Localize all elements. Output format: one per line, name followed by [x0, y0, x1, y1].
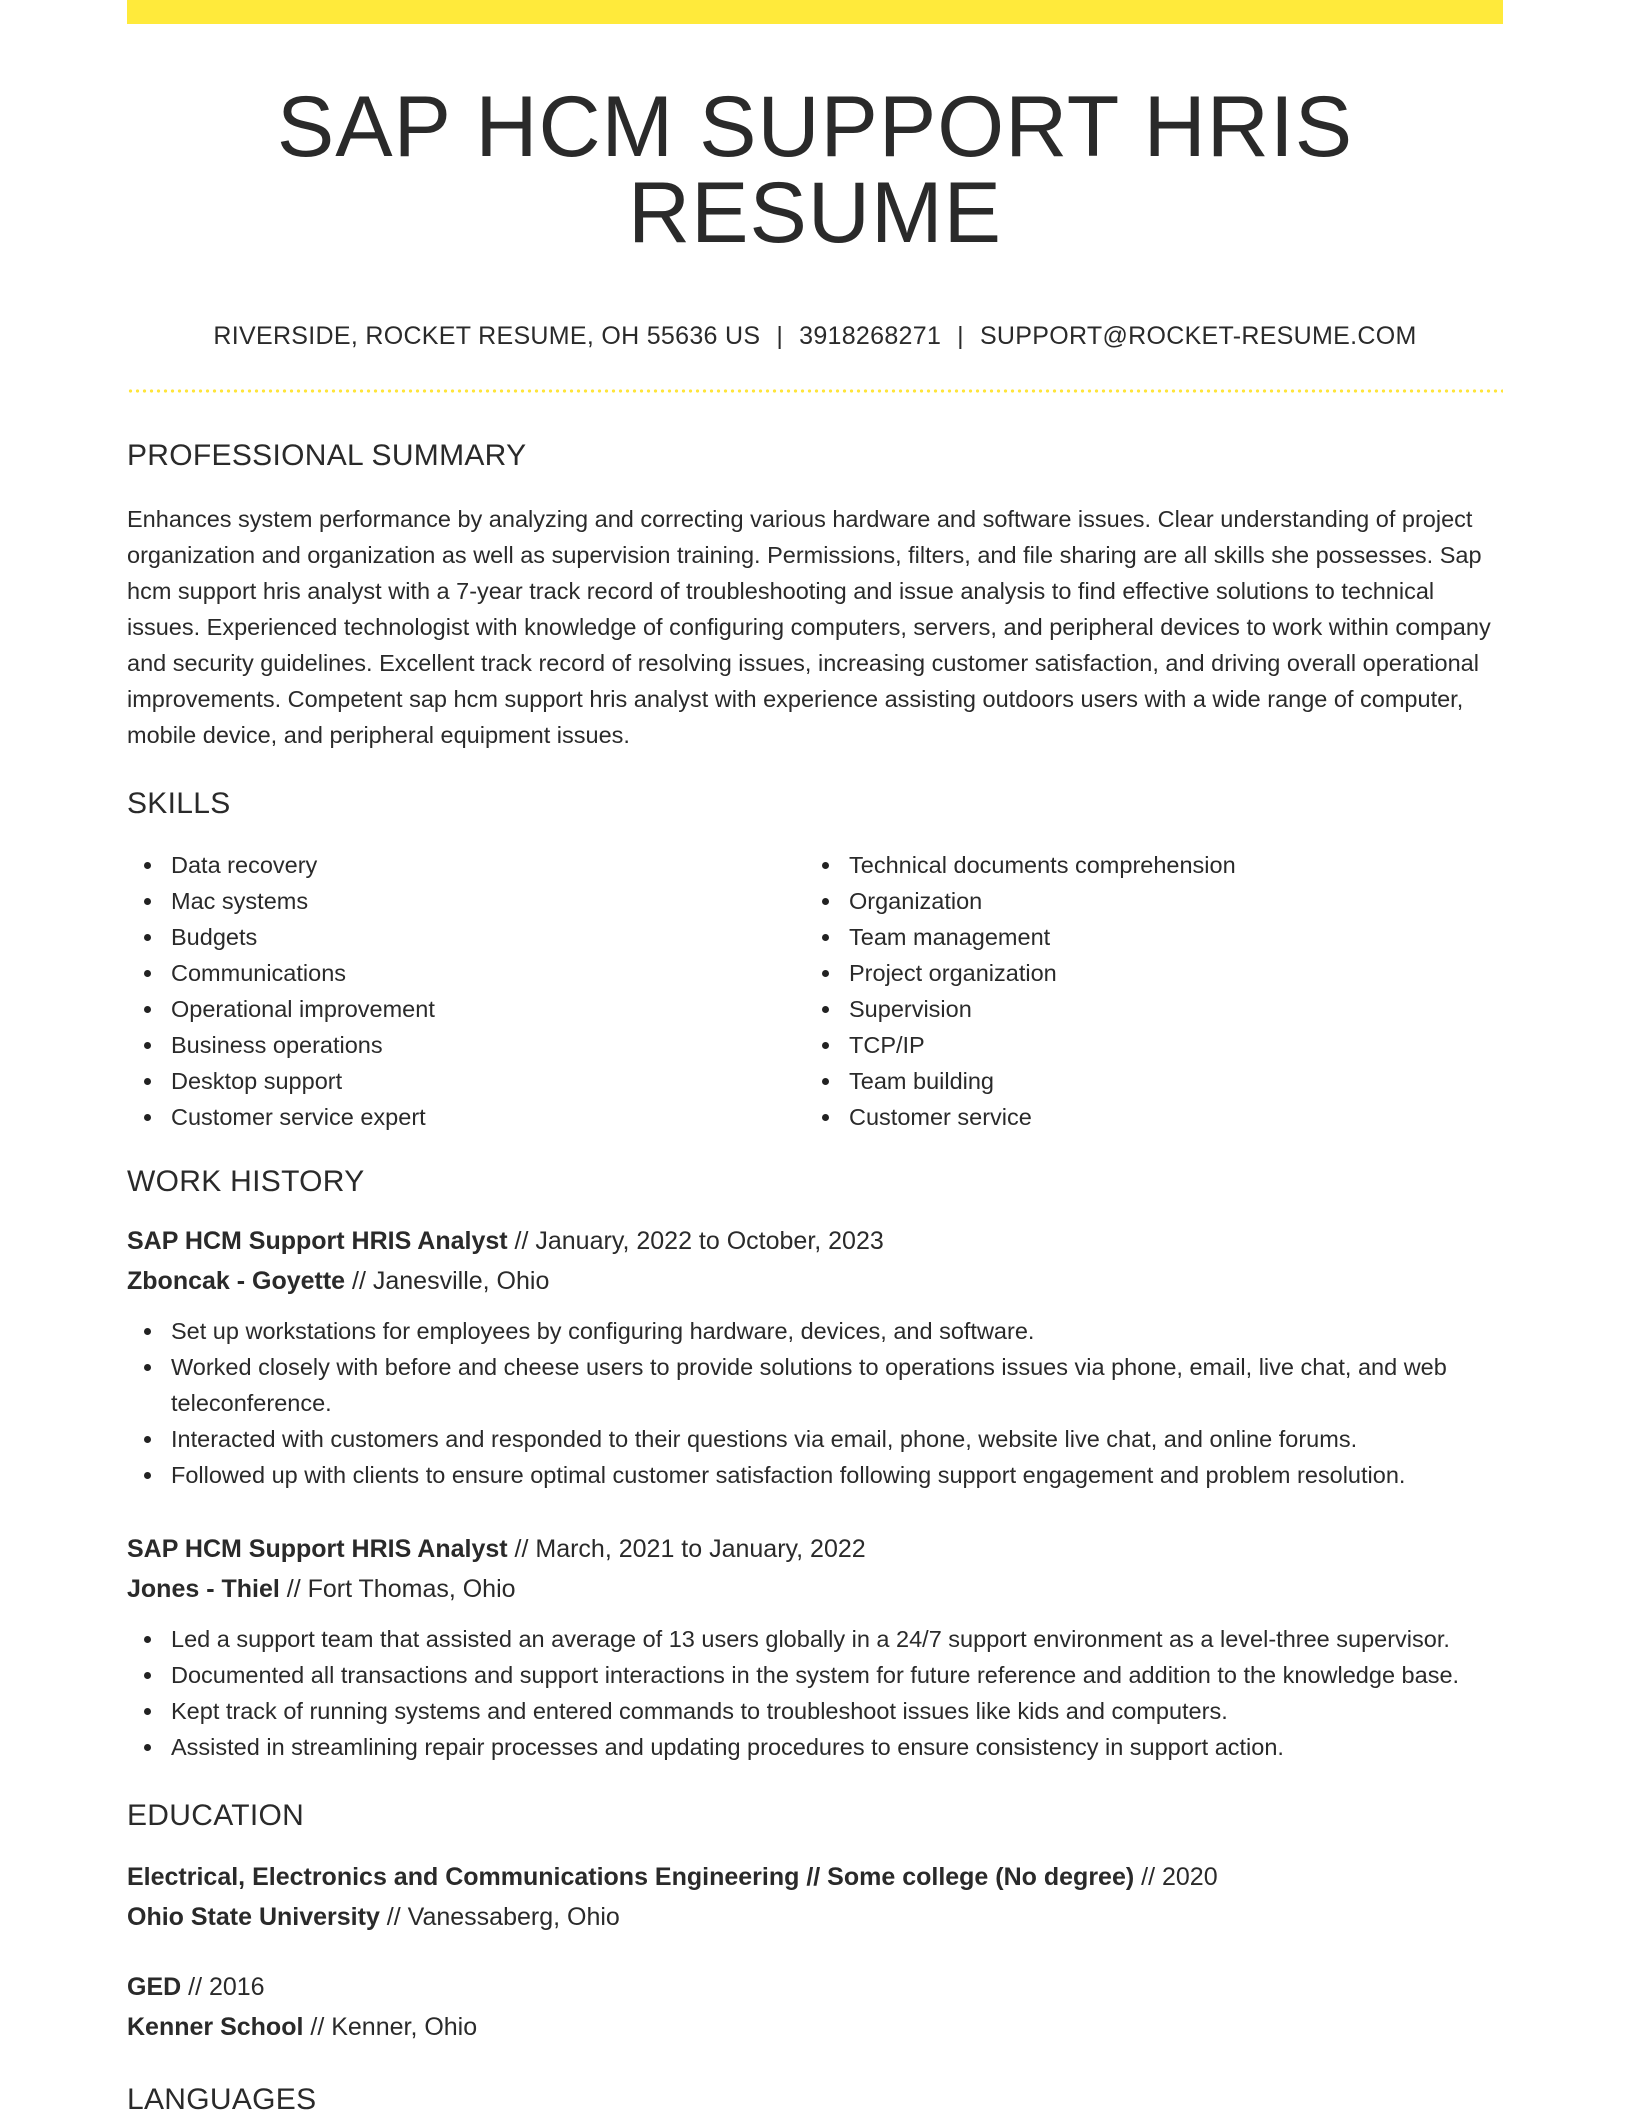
dotted-divider	[127, 389, 1503, 393]
work-history-heading: WORK HISTORY	[127, 1165, 365, 1198]
education-school-line	[127, 2007, 1503, 2047]
job-bullets	[127, 1313, 1503, 1493]
education-location: // Vanessaberg, Ohio	[379, 1903, 620, 1931]
skill-item: Desktop support	[127, 1063, 805, 1099]
education-entry	[127, 1857, 1503, 1937]
education-year: // 2020	[1134, 1863, 1218, 1891]
job-location: // Janesville, Ohio	[345, 1267, 550, 1295]
skill-item: Budgets	[127, 919, 805, 955]
resume-page	[127, 0, 1503, 2117]
skill-item: Customer service	[805, 1099, 1483, 1135]
accent-top-bar	[127, 0, 1503, 24]
education-school-line	[127, 1897, 1503, 1937]
job-bullet: Followed up with clients to ensure optimal customer satisfaction following support engagement and problem resolution.	[127, 1457, 1503, 1493]
contact-line	[127, 322, 1503, 351]
skill-item: Data recovery	[127, 847, 805, 883]
job-dates: // January, 2022 to October, 2023	[507, 1227, 884, 1255]
job-bullet: Worked closely with before and cheese users to provide solutions to operations issues via phone, email, live chat, and web teleconference.	[127, 1349, 1503, 1421]
job-company: Jones - Thiel	[127, 1575, 280, 1603]
education-year: // 2016	[181, 1973, 265, 2001]
job-bullet: Set up workstations for employees by configuring hardware, devices, and software.	[127, 1313, 1503, 1349]
job-company-line	[127, 1569, 1503, 1609]
summary-text: Enhances system performance by analyzing and correcting various hardware and software issues. Clear understanding of project organization and organization as well as supervision training. Permissions, filters, and file sharing are all skills she possesses. Sap hcm support hris analyst with a 7-year track record of troubleshooting and issue analysis to find effective solutions to technical issues. Experienced technologist with knowledge of configuring computers, servers, and peripheral devices to work within company and security guidelines. Excellent track record of resolving issues, increasing customer satisfaction, and driving overall operational improvements. Competent sap hcm support hris analyst with experience assisting outdoors users with a wide range of computer, mobile device, and peripheral equipment issues.	[127, 506, 1491, 748]
contact-separator: |	[957, 322, 964, 350]
skill-item: TCP/IP	[805, 1027, 1483, 1063]
job-role: SAP HCM Support HRIS Analyst	[127, 1227, 508, 1255]
skill-item: Business operations	[127, 1027, 805, 1063]
job-bullets	[127, 1621, 1503, 1765]
skill-item: Supervision	[805, 991, 1483, 1027]
resume-title: SAP HCM SUPPORT HRIS RESUME	[276, 79, 1354, 261]
job-location: // Fort Thomas, Ohio	[279, 1575, 516, 1603]
job-entry	[127, 1529, 1503, 1765]
education-heading: EDUCATION	[127, 1799, 305, 1832]
education-degree-line	[127, 1967, 1503, 2007]
skill-item: Team management	[805, 919, 1483, 955]
contact-address: RIVERSIDE, ROCKET RESUME, OH 55636 US	[213, 322, 761, 350]
job-bullet: Assisted in streamlining repair processes and updating procedures to ensure consistency in support action.	[127, 1729, 1503, 1765]
job-title-line	[127, 1529, 1503, 1569]
job-bullet: Documented all transactions and support interactions in the system for future reference and addition to the knowledge base.	[127, 1657, 1503, 1693]
summary-heading: PROFESSIONAL SUMMARY	[127, 439, 527, 472]
skills-list	[127, 847, 1503, 1135]
skills-heading: SKILLS	[127, 787, 231, 820]
contact-separator: |	[776, 322, 784, 350]
job-title-line	[127, 1221, 1503, 1261]
skill-item: Mac systems	[127, 883, 805, 919]
education-degree: Electrical, Electronics and Communications Engineering // Some college (No degree)	[127, 1863, 1135, 1891]
skill-item: Organization	[805, 883, 1483, 919]
education-location: // Kenner, Ohio	[303, 2013, 478, 2041]
languages-heading: LANGUAGES	[127, 2083, 317, 2116]
skills-column-left	[127, 847, 805, 1135]
skill-item: Communications	[127, 955, 805, 991]
skills-column-right	[805, 847, 1483, 1135]
education-degree-line	[127, 1857, 1503, 1897]
skill-item: Team building	[805, 1063, 1483, 1099]
contact-email: SUPPORT@ROCKET-RESUME.COM	[979, 322, 1417, 350]
job-company: Zboncak - Goyette	[127, 1267, 346, 1295]
education-degree: GED	[127, 1973, 182, 2001]
skill-item: Operational improvement	[127, 991, 805, 1027]
education-school: Kenner School	[127, 2013, 304, 2041]
skill-item: Customer service expert	[127, 1099, 805, 1135]
job-entry	[127, 1221, 1503, 1493]
education-entry	[127, 1967, 1503, 2047]
skill-item: Project organization	[805, 955, 1483, 991]
job-role: SAP HCM Support HRIS Analyst	[127, 1535, 508, 1563]
contact-phone: 3918268271	[799, 322, 942, 350]
job-bullet: Led a support team that assisted an average of 13 users globally in a 24/7 support environment as a level-three supervisor.	[127, 1621, 1503, 1657]
skill-item: Technical documents comprehension	[805, 847, 1483, 883]
job-bullet: Kept track of running systems and entered commands to troubleshoot issues like kids and computers.	[127, 1693, 1503, 1729]
education-school: Ohio State University	[127, 1903, 380, 1931]
job-bullet: Interacted with customers and responded to their questions via email, phone, website live chat, and online forums.	[127, 1421, 1503, 1457]
job-dates: // March, 2021 to January, 2022	[507, 1535, 866, 1563]
job-company-line	[127, 1261, 1503, 1301]
